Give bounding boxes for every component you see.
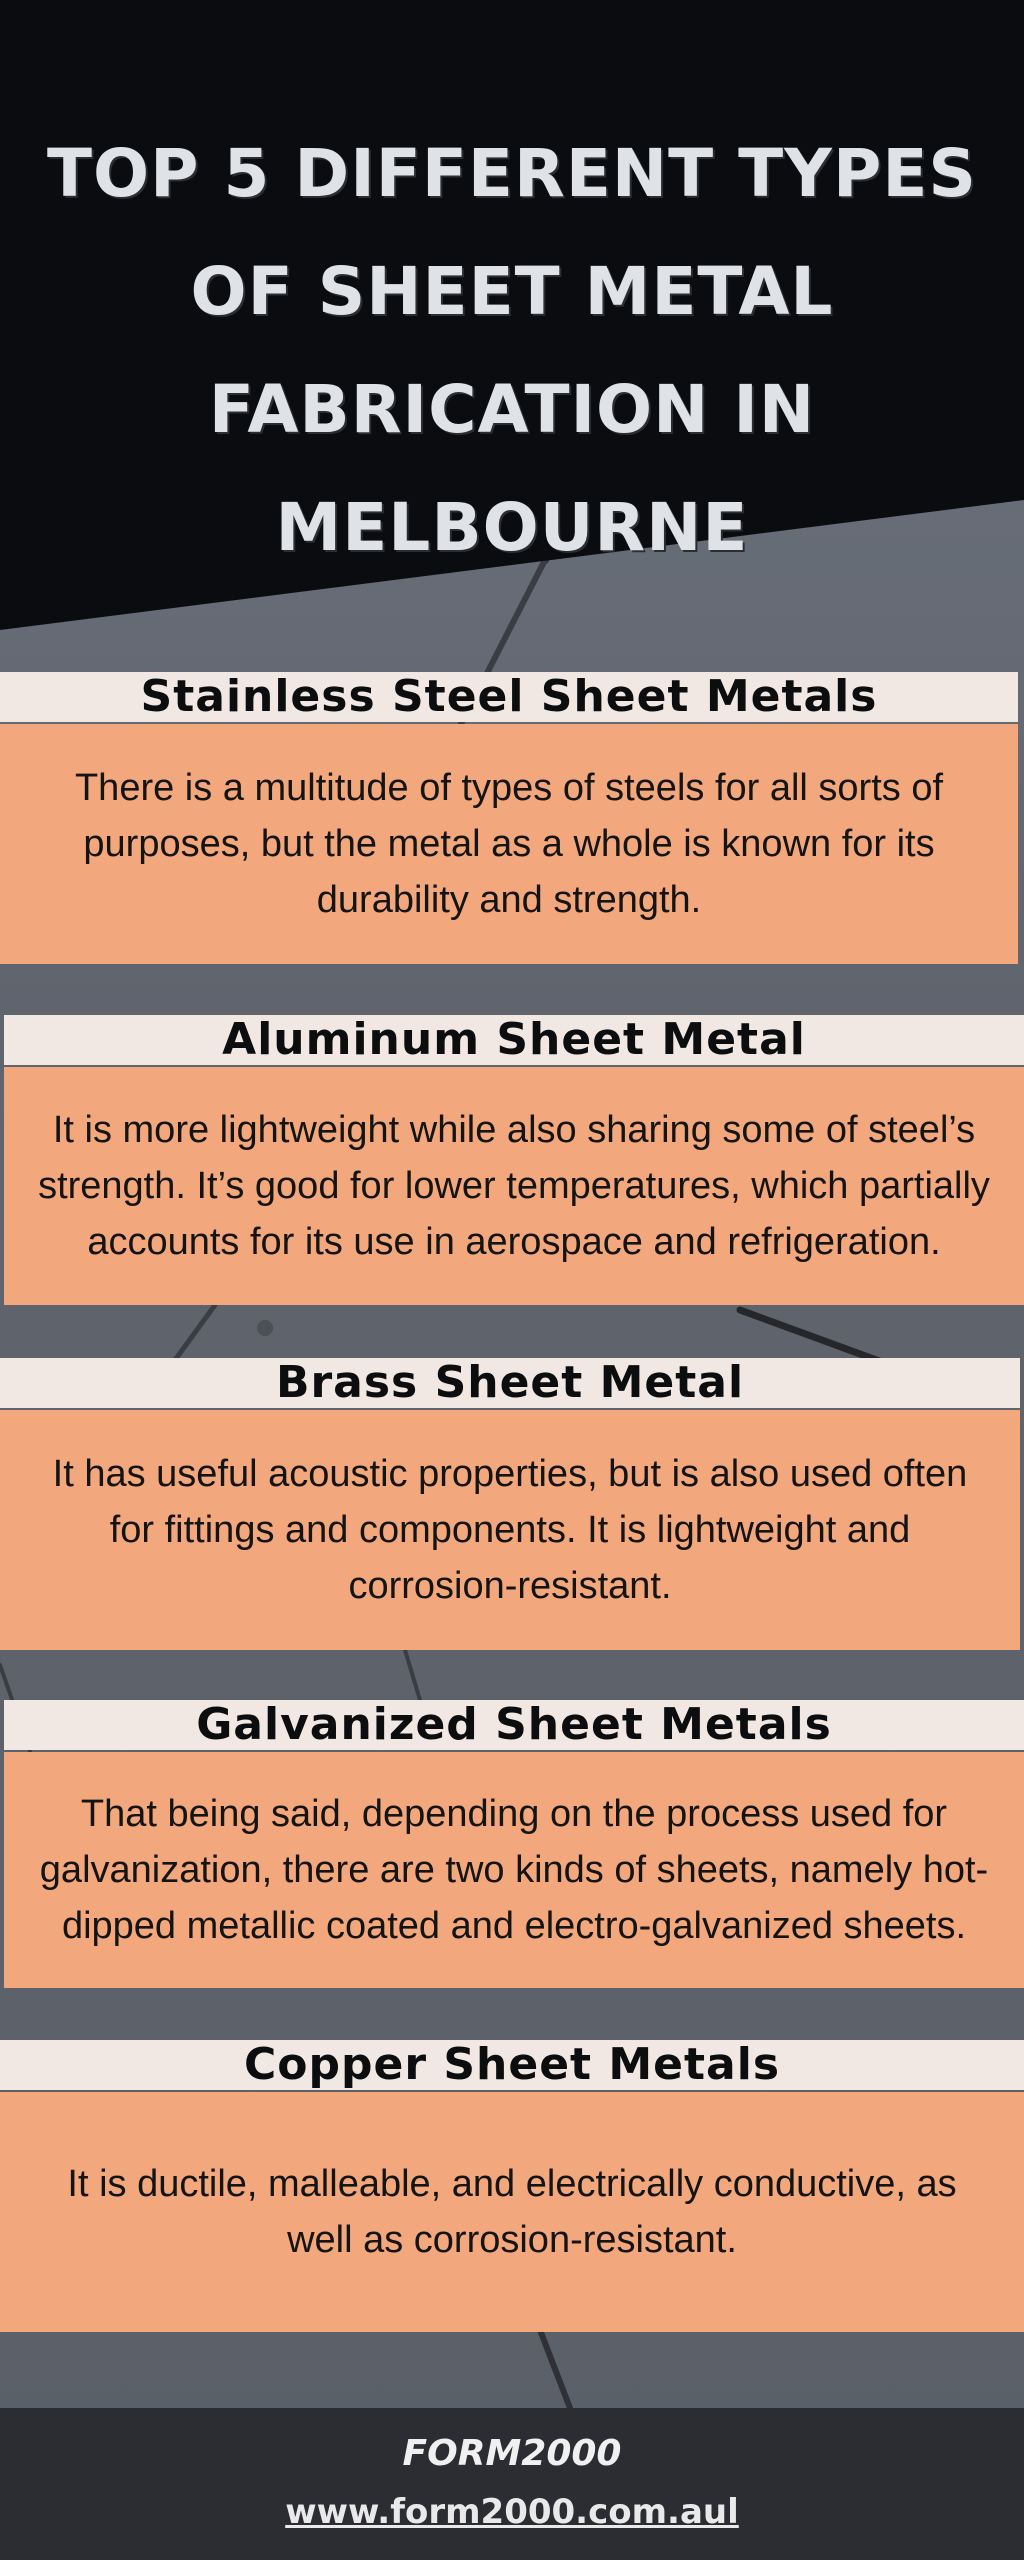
footer	[0, 2408, 1024, 2560]
section-body-stainless-steel: There is a multitude of types of steels for all sorts of purposes, but the metal as a whole is known for its durability and strength.	[0, 724, 1018, 964]
section-title-aluminum: Aluminum Sheet Metal	[4, 1015, 1024, 1065]
section-body-brass: It has useful acoustic properties, but is also used often for fittings and components. It is lightweight and corrosion-resistant.	[0, 1410, 1020, 1650]
section-title-stainless-steel: Stainless Steel Sheet Metals	[0, 672, 1018, 722]
section-title-galvanized: Galvanized Sheet Metals	[4, 1700, 1024, 1750]
section-title-brass: Brass Sheet Metal	[0, 1358, 1020, 1408]
page-title: TOP 5 DIFFERENT TYPES OF SHEET METAL FABRICATION IN MELBOURNE	[47, 135, 977, 566]
section-body-galvanized: That being said, depending on the process used for galvanization, there are two kinds of sheets, namely hot-dipped metallic coated and electro-galvanized sheets.	[4, 1752, 1024, 1988]
section-title-copper: Copper Sheet Metals	[0, 2040, 1024, 2090]
brand-name: FORM2000	[402, 2433, 622, 2474]
website-link[interactable]: www.form2000.com.aul	[285, 2492, 739, 2532]
section-body-aluminum: It is more lightweight while also sharing some of steel’s strength. It’s good for lower temperatures, which partially accounts for its use in aerospace and refrigeration.	[4, 1067, 1024, 1305]
section-body-copper: It is ductile, malleable, and electrically conductive, as well as corrosion-resistant.	[0, 2092, 1024, 2332]
